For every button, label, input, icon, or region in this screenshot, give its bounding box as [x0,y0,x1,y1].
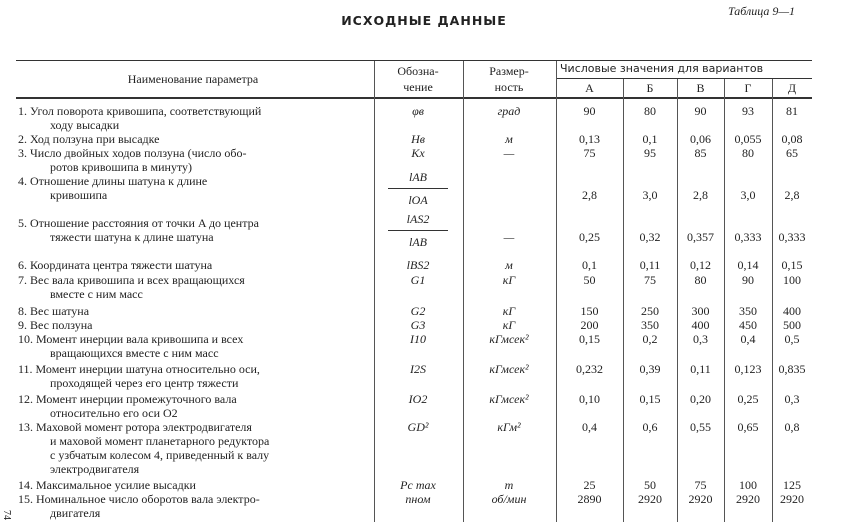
header-values: Числовые значения для вариантов [560,62,764,75]
symbol: G2 [410,304,426,318]
parameter-name: 3. Число двойных ходов ползуна (число обо- [18,146,247,160]
parameter-name: 9. Вес ползуна [18,318,93,332]
value-cell: 2890 [577,492,602,506]
symbol: GD² [407,420,429,434]
value-cell: 0,25 [579,230,600,244]
value-cell: 150 [580,304,599,318]
value-cell: 250 [641,304,659,318]
parameter-name: вращающихся вместе с ним масс [50,346,219,360]
parameter-name: относительно его оси O2 [50,406,178,420]
header-variant: А [585,81,594,95]
header-unit-1: Размер- [489,64,529,78]
unit: кГм² [497,420,521,434]
value-cell: 2,8 [693,188,708,202]
value-cell: 2,8 [784,188,800,202]
value-cell: 2920 [688,492,713,506]
unit: об/мин [491,492,527,506]
page-number: 74 [1,510,12,520]
parameter-name: кривошипа [50,188,108,202]
value-cell: 2920 [736,492,760,506]
symbol: IO2 [408,392,428,406]
column-divider [463,61,464,522]
value-cell: 400 [691,318,710,332]
symbol: G1 [410,273,426,287]
symbol-fraction [374,212,462,249]
header-variant: Д [787,81,797,95]
value-cell: 0,39 [639,362,661,376]
value-cell: 125 [783,478,801,492]
value-cell: 0,08 [781,132,803,146]
value-cell: 0,06 [690,132,711,146]
value-cell: 0,13 [579,132,600,146]
unit: т [504,478,514,492]
parameter-name: ходу высадки [50,118,120,132]
parameter-name: 6. Координата центра тяжести шатуна [18,258,213,272]
symbol-fraction [374,170,462,207]
value-cell: 500 [783,318,801,332]
value-cell: 0,10 [579,392,600,406]
value-cell: 0,15 [639,392,661,406]
symbol: φв [412,104,424,118]
numerator: lAB [409,170,427,184]
parameter-name: вместе с ним масс [50,287,143,301]
value-cell: 0,5 [784,332,800,346]
value-cell: 0,11 [690,362,711,376]
value-cell: 0,20 [690,392,711,406]
column-divider [556,61,557,522]
value-cell: 0,232 [576,362,603,376]
value-cell: 80 [644,104,656,118]
value-cell: 2920 [638,492,662,506]
value-cell: 350 [641,318,659,332]
value-cell: 0,1 [582,258,597,272]
value-cell: 25 [583,478,596,492]
symbol: G3 [410,318,426,332]
header-symbol-2: чение [403,80,433,94]
value-cell: 0,123 [734,362,762,376]
value-cell: 65 [786,146,798,160]
value-cell: 450 [739,318,757,332]
denominator: lAB [409,235,427,249]
value-cell: 2,8 [582,188,597,202]
value-cell: 0,1 [642,132,658,146]
parameter-name: двигателя [50,506,101,520]
variants-rule [556,78,812,79]
value-cell: 50 [583,273,596,287]
unit: кГмсек² [489,392,529,406]
value-cell: 75 [583,146,596,160]
symbol: I10 [410,332,426,346]
header-variant: В [696,81,705,95]
value-cell: 90 [583,104,596,118]
unit: кГ [502,318,516,332]
parameter-name: 14. Максимальное усилие высадки [18,478,196,492]
value-cell: 400 [783,304,801,318]
parameter-name: проходящей через его центр тяжести [50,376,239,390]
unit: м [505,132,513,146]
value-cell: 0,3 [784,392,800,406]
header-variant: Б [646,81,654,95]
fraction-bar [388,188,448,189]
value-cell: 0,4 [740,332,756,346]
parameter-name: электродвигателя [50,462,140,476]
numerator: lAS2 [406,212,430,226]
value-cell: 50 [644,478,656,492]
value-cell: 81 [786,104,798,118]
parameter-name: и маховой момент планетарного редуктора [50,434,270,448]
value-cell: 0,835 [778,362,806,376]
value-cell: 100 [739,478,757,492]
unit: — [503,146,515,160]
parameter-name: 4. Отношение длины шатуна к длине [18,174,208,188]
value-cell: 3,0 [642,188,658,202]
value-cell: 200 [580,318,599,332]
symbol: Pс max [400,478,436,492]
value-cell: 0,055 [734,132,762,146]
fraction-bar [388,230,448,231]
parameter-name: 7. Вес вала кривошипа и всех вращающихся [18,273,245,287]
table-number: Таблица 9—1 [728,4,796,18]
parameter-name: с узбчатым колесом 4, приведенный к валу [50,448,270,462]
column-divider [374,61,375,522]
parameter-name: 10. Момент инерции вала кривошипа и всех [18,332,244,346]
value-cell: 3,0 [740,188,756,202]
unit: кГмсек² [489,332,529,346]
unit: м [505,258,513,272]
value-cell: 85 [694,146,707,160]
value-cell: 2920 [780,492,804,506]
parameter-name: 13. Маховой момент ротора электродвигателя [18,420,252,434]
parameter-name: 5. Отношение расстояния от точки A до центра [18,216,259,230]
page-title: ИСХОДНЫЕ ДАННЫЕ [341,13,507,28]
value-cell: 0,2 [642,332,658,346]
symbol: nном [405,492,431,506]
value-cell: 0,3 [693,332,708,346]
symbol: Kх [411,146,425,160]
unit: кГмсек² [489,362,529,376]
symbol: lBS2 [406,258,430,272]
parameter-name: 12. Момент инерции промежуточного вала [18,392,237,406]
header-bottom-rule [16,97,812,99]
value-cell: 0,333 [778,230,806,244]
symbol: Hв [411,132,425,146]
value-cell: 0,8 [784,420,800,434]
value-cell: 0,12 [690,258,711,272]
unit: — [503,230,515,244]
value-cell: 93 [742,104,754,118]
value-cell: 95 [644,146,656,160]
denominator: lOA [408,193,428,207]
parameter-name: ротов кривошипа в минуту) [50,160,193,174]
value-cell: 0,25 [737,392,759,406]
value-cell: 0,15 [781,258,803,272]
value-cell: 0,55 [690,420,711,434]
value-cell: 80 [742,146,754,160]
value-cell: 0,357 [687,230,714,244]
header-unit-2: ность [494,80,524,94]
value-cell: 90 [694,104,707,118]
unit: кГ [502,304,516,318]
value-cell: 0,6 [642,420,658,434]
value-cell: 0,14 [737,258,759,272]
symbol: I2S [410,362,426,376]
value-cell: 80 [694,273,707,287]
header-name: Наименование параметра [127,72,259,86]
value-cell: 0,32 [639,230,661,244]
table-top-rule [16,60,812,61]
value-cell: 350 [739,304,757,318]
parameter-name: 8. Вес шатуна [18,304,90,318]
unit: град [497,104,521,118]
value-cell: 100 [783,273,801,287]
value-cell: 300 [691,304,710,318]
value-cell: 0,65 [737,420,759,434]
parameter-name: 11. Момент инерции шатуна относительно оси, [18,362,260,376]
value-cell: 90 [742,273,754,287]
unit: кГ [502,273,516,287]
parameter-name: тяжести шатуна к длине шатуна [50,230,214,244]
header-variant: Г [744,81,752,95]
value-cell: 0,15 [579,332,600,346]
value-cell: 0,11 [639,258,661,272]
parameter-name: 15. Номинальное число оборотов вала электро- [18,492,260,506]
value-cell: 0,333 [734,230,762,244]
header-symbol-1: Обозна- [397,64,439,78]
value-cell: 75 [644,273,656,287]
parameter-name: 1. Угол поворота кривошипа, соответствующий [18,104,262,118]
value-cell: 0,4 [582,420,597,434]
value-cell: 75 [694,478,707,492]
parameter-name: 2. Ход ползуна при высадке [18,132,160,146]
